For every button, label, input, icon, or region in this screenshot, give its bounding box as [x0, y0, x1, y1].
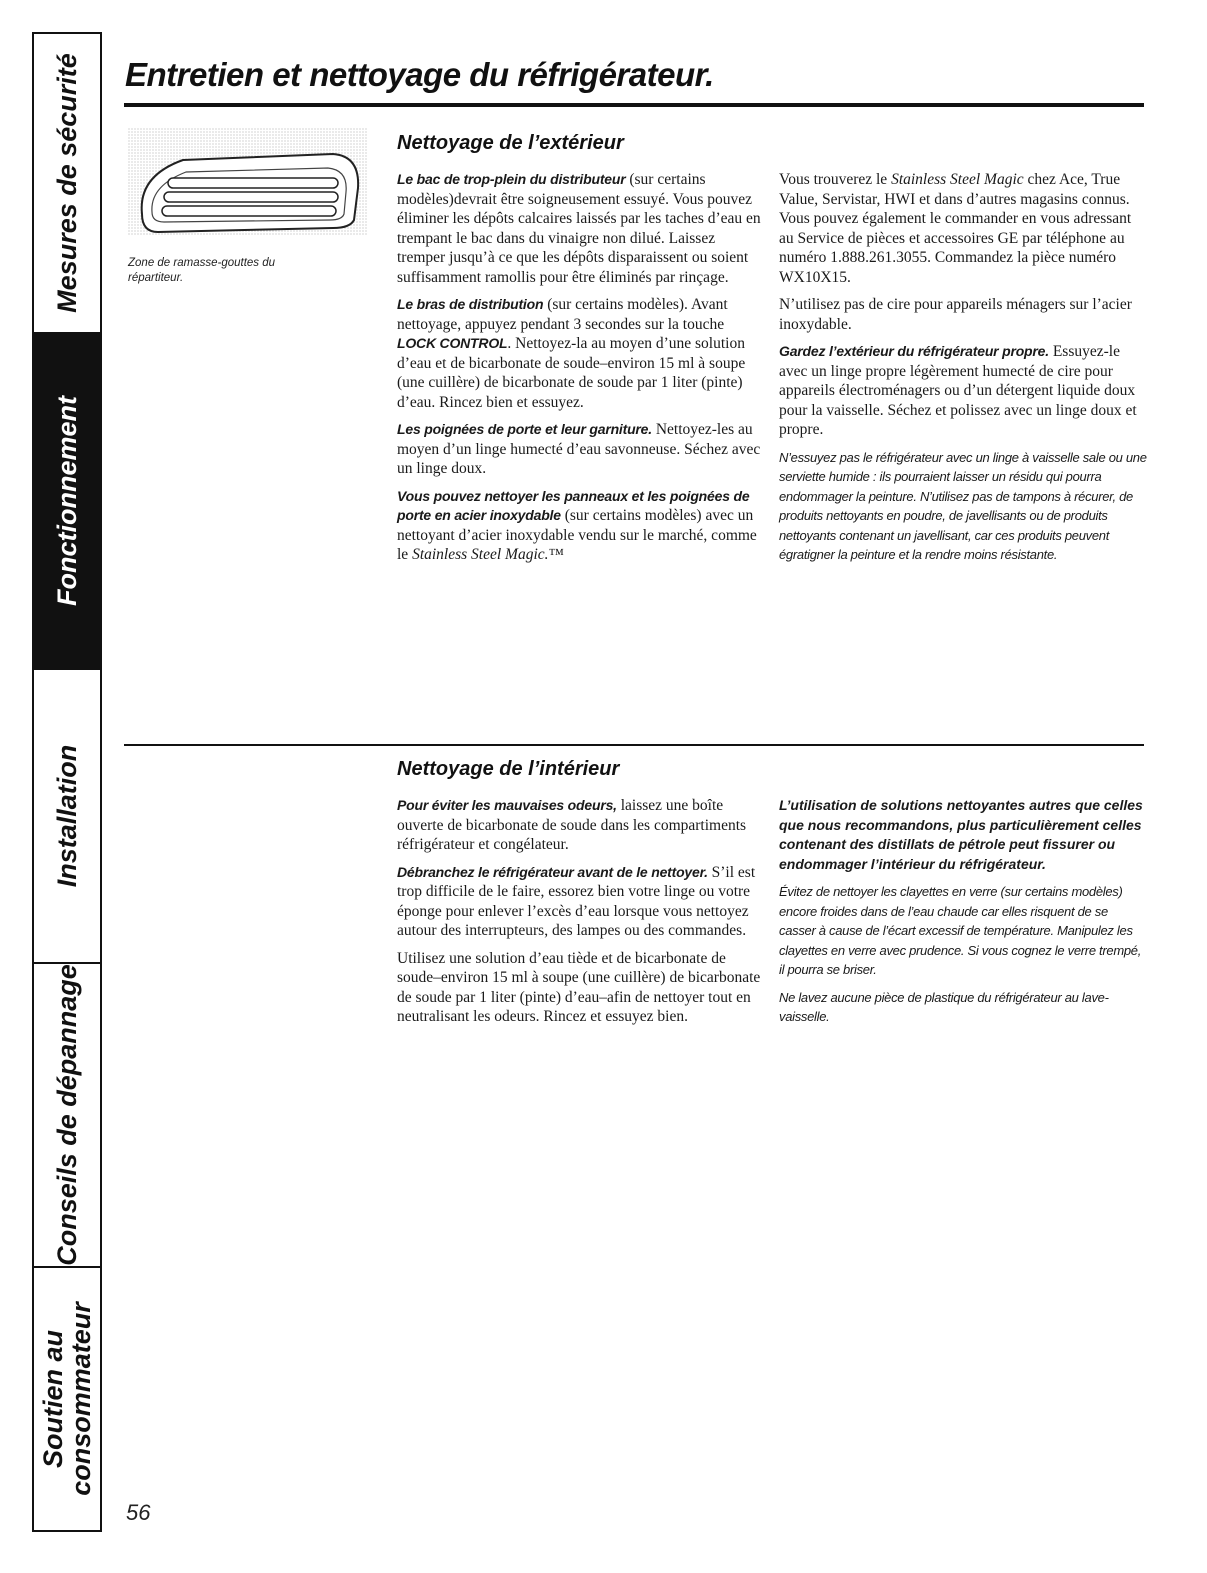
- tab-label-line: consommateur: [66, 1302, 96, 1496]
- paragraph: [779, 170, 1147, 287]
- paragraph-lead: Le bras de distribution: [397, 296, 544, 312]
- exterior-column-2: [779, 170, 1147, 573]
- warning-note: L’utilisation de solutions nettoyantes autres que celles que nous recommandons, plus particulièrement celles contenant des distillats de pétrole peut fissurer ou endommager l’intérieur du réfrigérateur.: [779, 797, 1143, 872]
- paragraph-text: (sur certains modèles). Avant nettoyage, appuyez pendant 3 secondes sur la touche: [397, 296, 728, 333]
- paragraph-lead: Le bac de trop-plein du distributeur: [397, 171, 626, 187]
- paragraph: [397, 170, 765, 287]
- tab-label: Mesures de sécurité: [52, 53, 82, 313]
- drip-tray-illustration: [128, 128, 368, 250]
- tab-soutien-au-consommateur[interactable]: [34, 1268, 100, 1530]
- paragraph-text: (sur certains modèles) avec un nettoyant d’acier inoxydable vendu sur le marché, comme le: [397, 507, 757, 563]
- paragraph-lead: Gardez l’extérieur du réfrigérateur propre.: [779, 343, 1049, 359]
- tab-conseils-de-depannage[interactable]: [34, 964, 100, 1268]
- paragraph-text: (sur certains modèles)devrait être soigneusement essuyé. Vous pouvez éliminer les dépôts calcaires laissés par les taches d’eau en trempant le bac dans du vinaigre non dilué. Laissez tremper jusqu’à ce que les dépôts disparaissent ou soient suffisamment ramollis pour être éliminés par rinçage.: [397, 171, 761, 286]
- section-heading-interior: Nettoyage de l’intérieur: [397, 758, 620, 780]
- title-rule: [124, 103, 1144, 107]
- tab-mesures-de-securite[interactable]: [34, 34, 100, 334]
- paragraph-text: S’il est trop difficile de le faire, essorez bien votre linge ou votre éponge pour enlever l’excès d’eau lorsque vous nettoyez autour des interrupteurs, des lampes ou des commandes.: [397, 863, 756, 939]
- paragraph: [397, 796, 765, 855]
- interior-column-1: [397, 796, 765, 1035]
- section-heading-exterior: Nettoyage de l’extérieur: [397, 132, 624, 154]
- brand-name: Stainless Steel Magic.™: [412, 546, 564, 563]
- paragraph: [397, 420, 765, 479]
- illustration-caption: Zone de ramasse-gouttes du répartiteur.: [128, 257, 276, 284]
- exterior-column-1: [397, 170, 765, 573]
- brand-name: Stainless Steel Magic: [891, 171, 1024, 188]
- paragraph-lead: Les poignées de porte et leur garniture.: [397, 421, 652, 437]
- paragraph: [397, 487, 765, 565]
- paragraph-text: Essuyez-le avec un linge propre légèrement humecté de cire pour appareils électroménagers ou d’un détergent liquide doux pour la vaisselle. Séchez et polissez avec un linge doux et propre.: [779, 343, 1137, 438]
- caution-note: Ne lavez aucune pièce de plastique du réfrigérateur au lave-vaisselle.: [779, 989, 1109, 1024]
- page-number: 56: [126, 1500, 151, 1525]
- page-title: Entretien et nettoyage du réfrigérateur.: [125, 56, 714, 93]
- tab-label: Conseils de dépannage: [52, 964, 82, 1266]
- caution-note: Évitez de nettoyer les clayettes en verre (sur certains modèles) encore froides dans de l’eau chaude car elles risquent de se casser à cause de l’écart excessif de température. Manipulez les clayettes en verre avec prudence. Si vous cognez le verre trempé, il pourra se briser.: [779, 884, 1142, 977]
- paragraph-lead: Pour éviter les mauvaises odeurs,: [397, 797, 617, 813]
- tab-fonctionnement[interactable]: [34, 334, 100, 670]
- section-tab-strip: [32, 32, 102, 1532]
- paragraph: [779, 342, 1147, 440]
- tab-label: Installation: [52, 744, 82, 888]
- paragraph-lead: Débranchez le réfrigérateur avant de le nettoyer.: [397, 863, 708, 880]
- section-divider: [124, 744, 1144, 746]
- paragraph: [397, 295, 765, 412]
- tab-label-line: Soutien au: [38, 1330, 68, 1469]
- tab-installation[interactable]: [34, 670, 100, 964]
- tab-label: Fonctionnement: [52, 396, 82, 606]
- warning-note: N’essuyez pas le réfrigérateur avec un linge à vaisselle sale ou une serviette humide : ils pourraient laisser un résidu qui pourra endommager la peinture. N’utilisez pas de tampons à récurer, de produits nettoyants en poudre, de javellisants ou de produits nettoyants contenant un javellisant, car ces produits peuvent égratigner la peinture et la rendre moins résistante.: [779, 449, 1147, 562]
- paragraph-text: Vous trouverez le: [779, 171, 892, 188]
- paragraph-text: chez Ace, True Value, Servistar, HWI et dans d’autres magasins connus. Vous pouvez également le commander en vous adressant au Service de pièces et accessoires GE par téléphone au numéro 1.888.261.3055. Commandez la pièce numéro WX10X15.: [779, 171, 1132, 286]
- paragraph-lead: Vous pouvez nettoyer les panneaux et les poignées de porte en acier inoxydable: [397, 487, 750, 523]
- tab-label: [39, 1302, 95, 1496]
- paragraph: N’utilisez pas de cire pour appareils ménagers sur l’acier inoxydable.: [779, 296, 1132, 333]
- paragraph-text: laissez une boîte ouverte de bicarbonate de soude dans les compartiments réfrigérateur et congélateur.: [397, 797, 747, 853]
- lock-control-key-name: LOCK CONTROL: [397, 335, 508, 351]
- paragraph-text: . Nettoyez-la au moyen d’une solution d’eau et de bicarbonate de soude–environ 15 ml à soupe (une cuillère) de bicarbonate de soude par 1 liter (pinte) d’eau. Rincez bien et essuyez.: [397, 335, 746, 411]
- paragraph: Utilisez une solution d’eau tiède et de bicarbonate de soude–environ 15 ml à soupe (une cuillère) de bicarbonate de soude par 1 liter (pinte) d’eau–afin de nettoyer tout en neutralisant les odeurs. Rincez et essuyez bien.: [397, 949, 761, 1025]
- interior-column-2: [779, 796, 1147, 1035]
- paragraph-text: Nettoyez-les au moyen d’un linge humecté d’eau savonneuse. Séchez avec un linge doux.: [397, 421, 761, 477]
- paragraph: [397, 863, 765, 941]
